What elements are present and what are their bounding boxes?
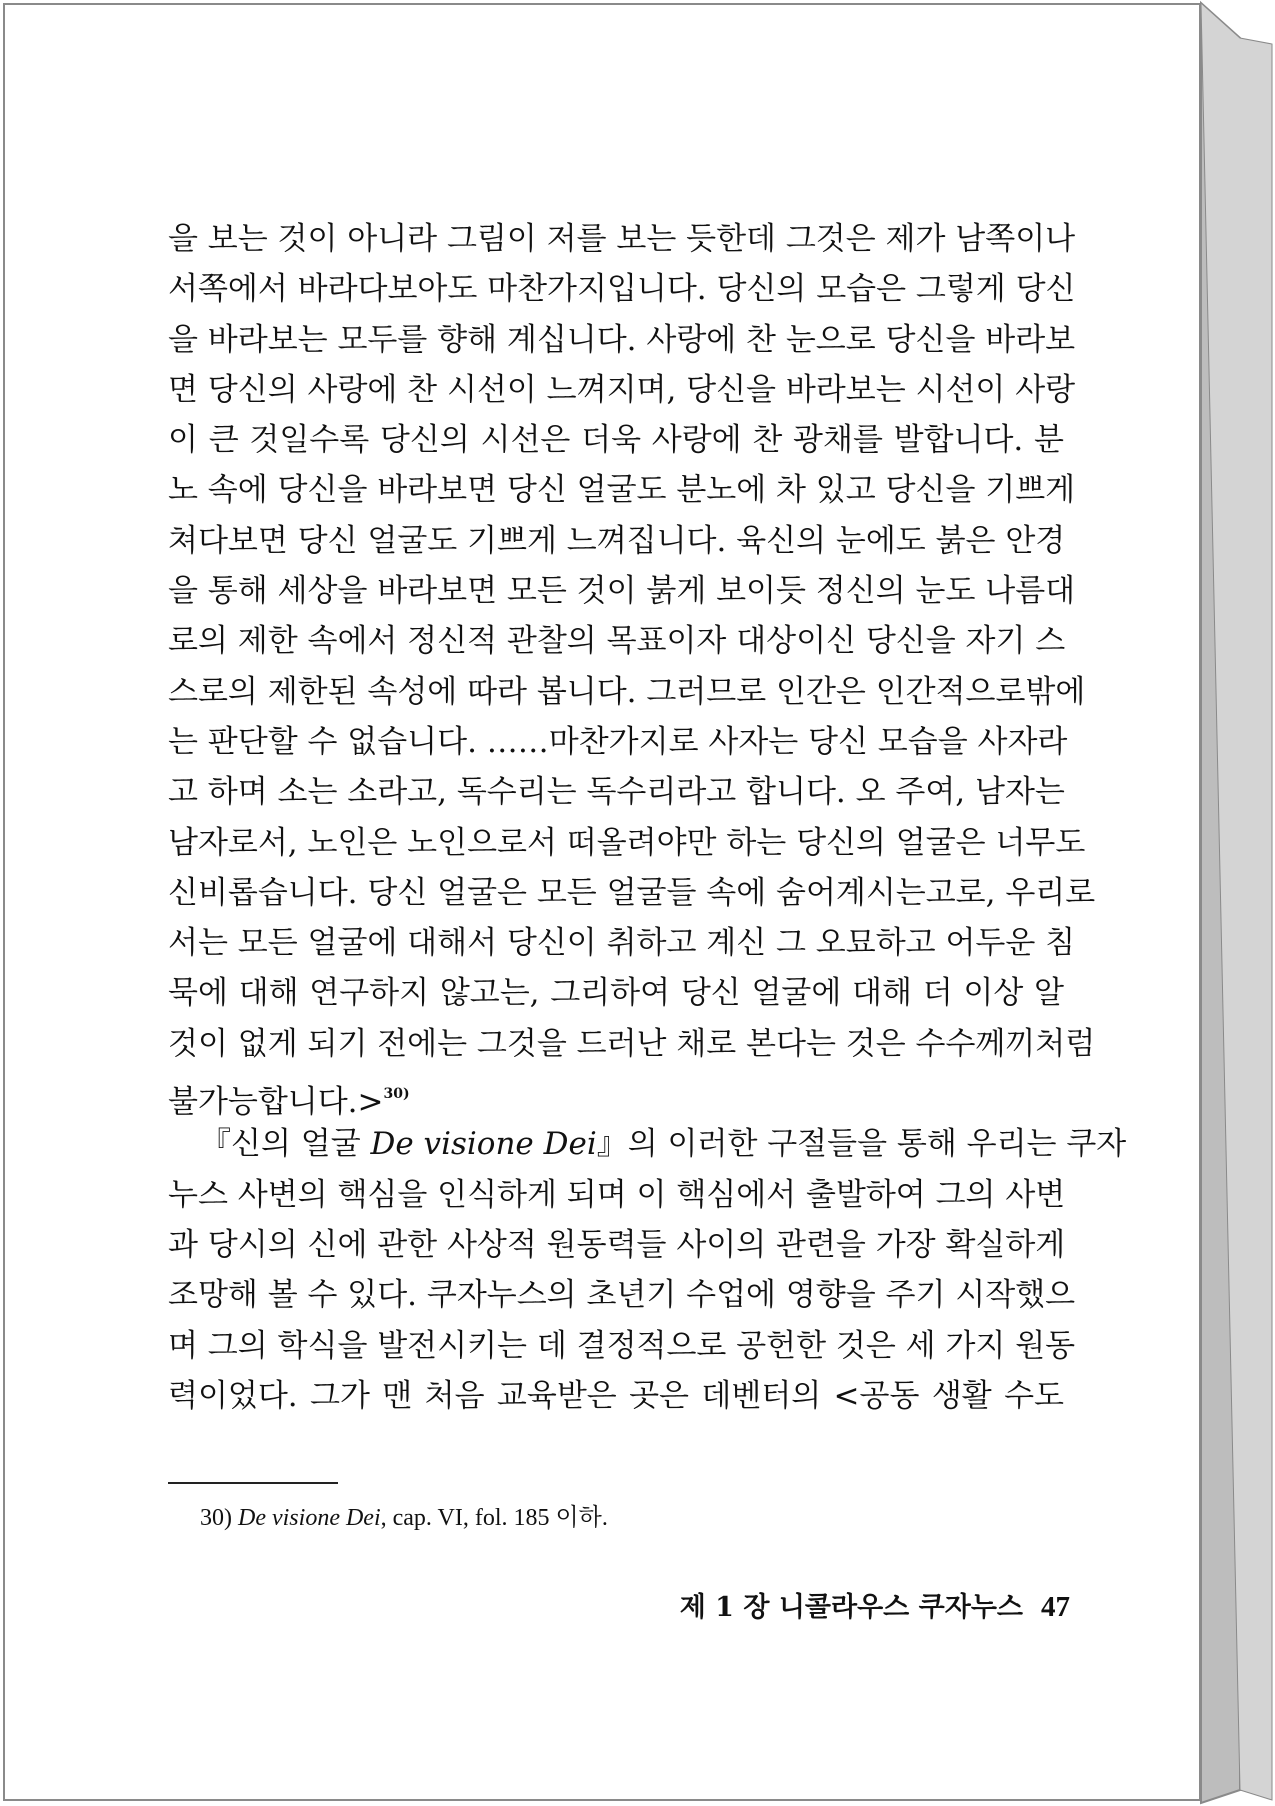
body-text: [168, 214, 1127, 1421]
body-line: 스로의 제한된 속성에 따라 봅니다. 그러므로 인간은 인간적으로밖에: [168, 673, 1086, 710]
chapter-title: 제 1 장 니콜라우스 쿠자누스: [679, 1592, 1023, 1623]
page-number: 47: [1041, 1591, 1070, 1623]
quote-end-line: [168, 1069, 1064, 1119]
body-line: 쳐다보면 당신 얼굴도 기쁘게 느껴집니다. 육신의 눈에도 붉은 안경: [168, 522, 1066, 559]
body-line: 로의 제한 속에서 정신적 관찰의 목표이자 대상이신 당신을 자기 스: [168, 623, 1066, 660]
paragraph-start-line: [168, 1119, 1127, 1169]
body-line: 서쪽에서 바라다보아도 마찬가지입니다. 당신의 모습은 그렇게 당신: [168, 271, 1076, 308]
quote-end-text: 불가능합니다.>: [168, 1084, 384, 1121]
footnote-reference: 30): [383, 1086, 410, 1103]
body-line: 이 큰 것일수록 당신의 시선은 더욱 사랑에 찬 광채를 발합니다. 분: [168, 422, 1064, 459]
para2-rest: 』의 이러한 구절들을 통해 우리는 쿠자: [596, 1126, 1127, 1163]
body-line: 고 하며 소는 소라고, 독수리는 독수리라고 합니다. 오 주여, 남자는: [168, 774, 1065, 811]
body-line: 묵에 대해 연구하지 않고는, 그리하여 당신 얼굴에 대해 더 이상 알: [168, 975, 1064, 1012]
body-line: 을 바라보는 모두를 향해 계십니다. 사랑에 찬 눈으로 당신을 바라보: [168, 321, 1076, 358]
body-line: 을 보는 것이 아니라 그림이 저를 보는 듯한데 그것은 제가 남쪽이나: [168, 221, 1076, 257]
body-line: 면 당신의 사랑에 찬 시선이 느껴지며, 당신을 바라보는 시선이 사랑: [168, 371, 1076, 408]
footnote: [200, 1497, 608, 1532]
footnote-number: 30): [200, 1505, 232, 1531]
book-title: De visione Dei: [370, 1126, 597, 1163]
body-line: 는 판단할 수 없습니다. ……마찬가지로 사자는 당신 모습을 사자라: [168, 723, 1068, 760]
para2-open: 『신의 얼굴: [200, 1126, 371, 1163]
body-line: 남자로서, 노인은 노인으로서 떠올려야만 하는 당신의 얼굴은 너무도: [168, 824, 1086, 861]
body-line: 력이었다. 그가 맨 처음 교육받은 곳은 데벤터의 <공동 생활 수도: [168, 1377, 1064, 1414]
body-line: 신비롭습니다. 당신 얼굴은 모든 얼굴들 속에 숨어계시는고로, 우리로: [168, 874, 1096, 911]
body-line: 서는 모든 얼굴에 대해서 당신이 취하고 계신 그 오묘하고 어두운 침: [168, 925, 1076, 962]
body-line: 것이 없게 되기 전에는 그것을 드러난 채로 본다는 것은 수수께끼처럼: [168, 1025, 1096, 1062]
body-line: 조망해 볼 수 있다. 쿠자누스의 초년기 수업에 영향을 주기 시작했으: [168, 1277, 1076, 1314]
footnote-text: , cap. VI, fol. 185 이하.: [380, 1505, 608, 1531]
body-line: 며 그의 학식을 발전시키는 데 결정적으로 공헌한 것은 세 가지 원동: [168, 1327, 1076, 1364]
footnote-title: De visione Dei: [238, 1505, 381, 1531]
body-line: 을 통해 세상을 바라보면 모든 것이 붉게 보이듯 정신의 눈도 나름대: [168, 573, 1076, 610]
running-footer: [650, 1585, 1070, 1624]
body-line: 누스 사변의 핵심을 인식하게 되며 이 핵심에서 출발하여 그의 사변: [168, 1176, 1066, 1213]
body-line: 노 속에 당신을 바라보면 당신 얼굴도 분노에 차 있고 당신을 기쁘게: [168, 472, 1076, 509]
body-line: 과 당시의 신에 관한 사상적 원동력들 사이의 관련을 가장 확실하게: [168, 1226, 1066, 1263]
footnote-divider: [168, 1482, 338, 1484]
